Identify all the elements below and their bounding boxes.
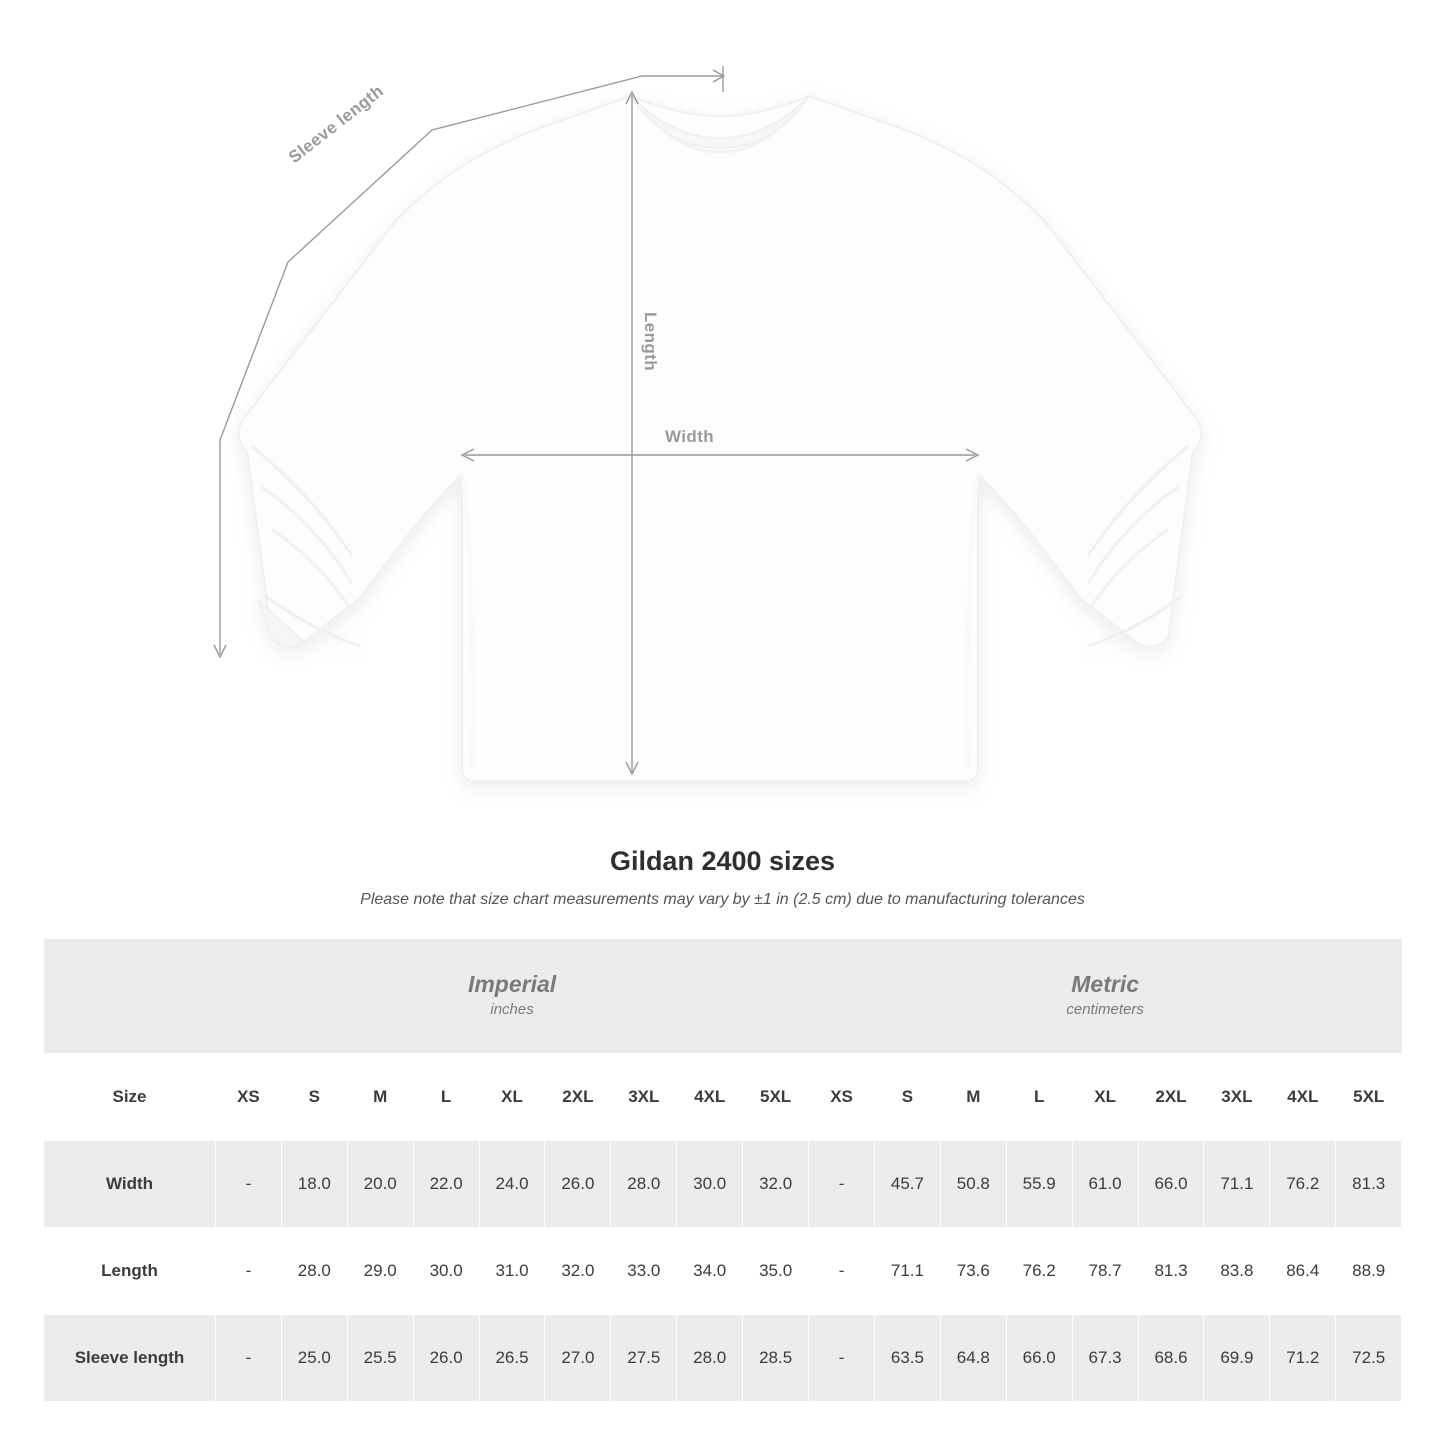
cell-length-13: 78.7 — [1072, 1228, 1138, 1315]
size-header-row — [44, 1054, 1402, 1141]
cell-width-0: - — [216, 1141, 282, 1228]
cell-length-10: 71.1 — [874, 1228, 940, 1315]
unit-header-spacer — [44, 939, 216, 1054]
row-label-sleeve-length: Sleeve length — [44, 1315, 216, 1402]
cell-width-15: 71.1 — [1204, 1141, 1270, 1228]
size-chart-table-wrap — [43, 939, 1402, 1402]
title-block — [0, 846, 1445, 909]
cell-width-1: 18.0 — [281, 1141, 347, 1228]
size-header-label: Size — [44, 1054, 216, 1141]
cell-length-3: 30.0 — [413, 1228, 479, 1315]
cell-sleeve-7: 28.0 — [677, 1315, 743, 1402]
cell-length-1: 28.0 — [281, 1228, 347, 1315]
size-col-4xl-met: 4XL — [1270, 1054, 1336, 1141]
cell-length-15: 83.8 — [1204, 1228, 1270, 1315]
length-label: Length — [641, 312, 660, 372]
size-col-xs-met: XS — [809, 1054, 875, 1141]
cell-length-5: 32.0 — [545, 1228, 611, 1315]
cell-sleeve-0: - — [216, 1315, 282, 1402]
cell-sleeve-15: 69.9 — [1204, 1315, 1270, 1402]
cell-sleeve-6: 27.5 — [611, 1315, 677, 1402]
cell-sleeve-5: 27.0 — [545, 1315, 611, 1402]
cell-sleeve-4: 26.5 — [479, 1315, 545, 1402]
cell-length-9: - — [809, 1228, 875, 1315]
metric-sub: centimeters — [1066, 1001, 1144, 1019]
size-col-l-imp: L — [413, 1054, 479, 1141]
cell-sleeve-12: 66.0 — [1006, 1315, 1072, 1402]
cell-sleeve-14: 68.6 — [1138, 1315, 1204, 1402]
cell-sleeve-2: 25.5 — [347, 1315, 413, 1402]
cell-length-8: 35.0 — [743, 1228, 809, 1315]
tolerance-note: Please note that size chart measurements may vary by ±1 in (2.5 cm) due to manufacturing tolerances — [360, 891, 1085, 908]
cell-width-6: 28.0 — [611, 1141, 677, 1228]
unit-header-row — [44, 939, 1402, 1054]
cell-length-17: 88.9 — [1336, 1228, 1402, 1315]
table-row — [44, 1141, 1402, 1228]
table-row — [44, 1315, 1402, 1402]
size-col-3xl-imp: 3XL — [611, 1054, 677, 1141]
size-col-s-met: S — [874, 1054, 940, 1141]
cell-length-7: 34.0 — [677, 1228, 743, 1315]
cell-sleeve-9: - — [809, 1315, 875, 1402]
cell-length-11: 73.6 — [940, 1228, 1006, 1315]
cell-length-0: - — [216, 1228, 282, 1315]
unit-header-imperial — [216, 939, 809, 1054]
imperial-sub: inches — [490, 1001, 534, 1019]
cell-width-2: 20.0 — [347, 1141, 413, 1228]
imperial-title: Imperial — [467, 970, 557, 997]
cell-width-5: 26.0 — [545, 1141, 611, 1228]
cell-sleeve-13: 67.3 — [1072, 1315, 1138, 1402]
size-col-xl-imp: XL — [479, 1054, 545, 1141]
cell-sleeve-16: 71.2 — [1270, 1315, 1336, 1402]
cell-width-10: 45.7 — [874, 1141, 940, 1228]
cell-width-4: 24.0 — [479, 1141, 545, 1228]
cell-sleeve-1: 25.0 — [281, 1315, 347, 1402]
cell-sleeve-11: 64.8 — [940, 1315, 1006, 1402]
size-col-m-met: M — [940, 1054, 1006, 1141]
cell-width-16: 76.2 — [1270, 1141, 1336, 1228]
cell-sleeve-8: 28.5 — [743, 1315, 809, 1402]
cell-width-7: 30.0 — [677, 1141, 743, 1228]
cell-length-16: 86.4 — [1270, 1228, 1336, 1315]
cell-width-11: 50.8 — [940, 1141, 1006, 1228]
row-label-width: Width — [44, 1141, 216, 1228]
size-col-5xl-met: 5XL — [1336, 1054, 1402, 1141]
unit-header-metric — [809, 939, 1402, 1054]
cell-sleeve-10: 63.5 — [874, 1315, 940, 1402]
size-col-2xl-imp: 2XL — [545, 1054, 611, 1141]
cell-sleeve-3: 26.0 — [413, 1315, 479, 1402]
size-col-xl-met: XL — [1072, 1054, 1138, 1141]
size-col-xs-imp: XS — [216, 1054, 282, 1141]
cell-sleeve-17: 72.5 — [1336, 1315, 1402, 1402]
size-col-2xl-met: 2XL — [1138, 1054, 1204, 1141]
cell-width-8: 32.0 — [743, 1141, 809, 1228]
cell-width-17: 81.3 — [1336, 1141, 1402, 1228]
size-col-s-imp: S — [281, 1054, 347, 1141]
metric-title: Metric — [1071, 970, 1140, 997]
size-col-3xl-met: 3XL — [1204, 1054, 1270, 1141]
shirt-shape — [239, 96, 1202, 781]
cell-width-12: 55.9 — [1006, 1141, 1072, 1228]
size-col-5xl-imp: 5XL — [743, 1054, 809, 1141]
size-chart-table — [43, 939, 1402, 1402]
size-col-4xl-imp: 4XL — [677, 1054, 743, 1141]
cell-width-14: 66.0 — [1138, 1141, 1204, 1228]
size-col-m-imp: M — [347, 1054, 413, 1141]
cell-length-6: 33.0 — [611, 1228, 677, 1315]
cell-length-12: 76.2 — [1006, 1228, 1072, 1315]
cell-width-9: - — [809, 1141, 875, 1228]
row-label-length: Length — [44, 1228, 216, 1315]
size-col-l-met: L — [1006, 1054, 1072, 1141]
cell-length-2: 29.0 — [347, 1228, 413, 1315]
cell-width-13: 61.0 — [1072, 1141, 1138, 1228]
cell-width-3: 22.0 — [413, 1141, 479, 1228]
page-title: Gildan 2400 sizes — [609, 846, 836, 876]
cell-length-14: 81.3 — [1138, 1228, 1204, 1315]
sleeve-length-label: Sleeve length — [285, 81, 388, 167]
cell-length-4: 31.0 — [479, 1228, 545, 1315]
table-row — [44, 1228, 1402, 1315]
width-label: Width — [665, 427, 715, 446]
